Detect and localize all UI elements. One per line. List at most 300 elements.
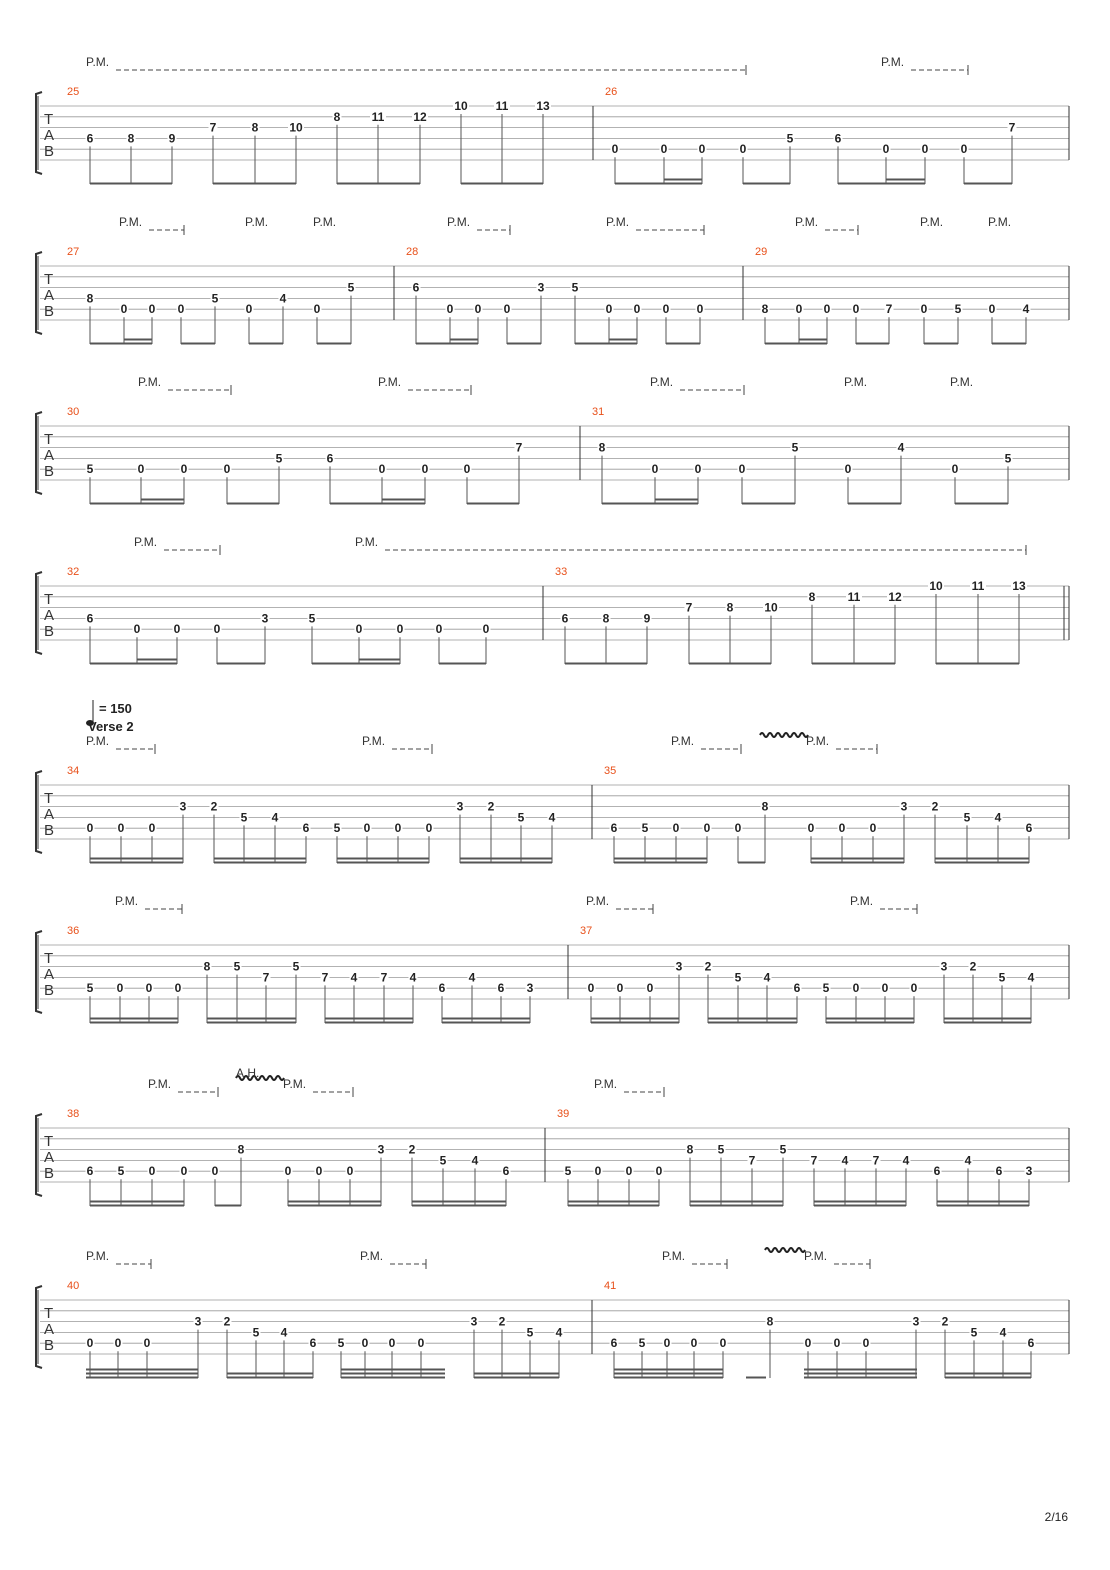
fret-number: 0 — [482, 622, 490, 637]
fret-number: 0 — [852, 302, 860, 317]
fret-number: 7 — [380, 970, 388, 985]
palm-mute-label: P.M. — [355, 535, 379, 549]
fret-number: 2 — [223, 1314, 231, 1329]
note-beam — [826, 1018, 914, 1020]
note-beam — [799, 343, 827, 345]
fret-number: 7 — [872, 1153, 880, 1168]
note-beam — [181, 343, 215, 345]
fret-number: 0 — [694, 462, 702, 477]
fret-number: 8 — [86, 291, 94, 306]
note-beam — [568, 1205, 659, 1207]
palm-mute-label: P.M. — [86, 55, 110, 69]
artificial-harmonic-label: A.H. — [236, 1066, 260, 1080]
fret-number: 0 — [951, 462, 959, 477]
system-4 — [36, 535, 1069, 665]
note-beam — [341, 1373, 445, 1375]
fret-number: 11 — [495, 99, 509, 113]
fret-number: 0 — [355, 622, 363, 637]
palm-mute-label: P.M. — [86, 1249, 110, 1263]
fret-number: 6 — [995, 1164, 1003, 1179]
note-beam — [591, 1018, 679, 1020]
system-6 — [36, 894, 1069, 1024]
palm-mute-label: P.M. — [283, 1077, 307, 1091]
fret-number: 5 — [717, 1142, 725, 1157]
fret-number: 0 — [605, 302, 613, 317]
measure-number: 32 — [67, 566, 80, 578]
fret-number: 0 — [921, 142, 929, 157]
palm-mute-label: P.M. — [804, 1249, 828, 1263]
fret-number: 4 — [897, 440, 905, 455]
palm-mute-label: P.M. — [806, 734, 830, 748]
note-beam — [614, 1377, 723, 1379]
fret-number: 6 — [610, 821, 618, 836]
note-beam — [137, 663, 177, 665]
fret-number: 0 — [173, 622, 181, 637]
note-beam — [746, 1377, 766, 1379]
fret-number: 13 — [536, 99, 550, 113]
note-beam — [359, 663, 400, 665]
fret-number: 6 — [309, 1336, 317, 1351]
fret-number: 0 — [446, 302, 454, 317]
tab-clef-b: B — [44, 143, 55, 160]
measure-number: 40 — [67, 1280, 80, 1292]
measure-number: 30 — [67, 406, 80, 418]
fret-number: 0 — [417, 1336, 425, 1351]
fret-number: 0 — [114, 1336, 122, 1351]
fret-number: 4 — [763, 970, 771, 985]
note-beam — [382, 499, 425, 501]
note-beam — [743, 183, 790, 185]
fret-number: 5 — [240, 810, 248, 825]
note-beam — [460, 862, 552, 864]
tab-clef-t: T — [44, 1133, 54, 1150]
section-label: Verse 2 — [88, 719, 134, 734]
fret-number: 5 — [337, 1336, 345, 1351]
fret-number: 5 — [211, 291, 219, 306]
fret-number: 0 — [703, 821, 711, 836]
measure-number: 25 — [67, 86, 80, 98]
fret-number: 10 — [764, 600, 778, 615]
fret-number: 0 — [315, 1164, 323, 1179]
fret-number: 0 — [696, 302, 704, 317]
fret-number: 4 — [994, 810, 1002, 825]
system-7 — [36, 1066, 1069, 1207]
fret-number: 2 — [210, 799, 218, 814]
measure-number: 27 — [67, 246, 80, 258]
fret-number: 4 — [902, 1153, 910, 1168]
fret-number: 5 — [292, 959, 300, 974]
note-beam — [708, 1018, 797, 1020]
fret-number: 0 — [117, 821, 125, 836]
fret-number: 3 — [526, 981, 534, 996]
measure-number: 29 — [755, 246, 768, 258]
fret-number: 0 — [663, 1336, 671, 1351]
fret-number: 6 — [1025, 821, 1033, 836]
note-beam — [90, 183, 172, 185]
note-beam — [337, 858, 429, 860]
fret-number: 5 — [998, 970, 1006, 985]
palm-mute-label: P.M. — [138, 375, 162, 389]
note-beam — [317, 343, 351, 345]
fret-number: 0 — [869, 821, 877, 836]
fret-number: 5 — [822, 981, 830, 996]
system-bracket — [36, 412, 42, 494]
fret-number: 5 — [275, 451, 283, 466]
fret-number: 3 — [675, 959, 683, 974]
tab-clef-t: T — [44, 111, 54, 128]
palm-mute-label: P.M. — [650, 375, 674, 389]
fret-number: 0 — [881, 981, 889, 996]
note-beam — [945, 1373, 1031, 1375]
fret-number: 0 — [844, 462, 852, 477]
tab-clef-b: B — [44, 822, 55, 839]
fret-number: 7 — [685, 600, 693, 615]
fret-number: 2 — [408, 1142, 416, 1157]
fret-number: 4 — [271, 810, 279, 825]
fret-number: 11 — [847, 589, 861, 604]
fret-number: 0 — [174, 981, 182, 996]
fret-number: 0 — [396, 622, 404, 637]
tab-clef-a: A — [44, 806, 55, 823]
fret-number: 13 — [1012, 579, 1026, 593]
note-beam — [944, 1022, 1031, 1024]
note-beam — [655, 503, 698, 505]
fret-number: 5 — [571, 280, 579, 295]
palm-mute-label: P.M. — [662, 1249, 686, 1263]
fret-number: 0 — [862, 1336, 870, 1351]
system-bracket — [36, 1114, 42, 1196]
fret-number: 7 — [885, 302, 893, 317]
note-beam — [460, 858, 552, 860]
palm-mute-label: P.M. — [360, 1249, 384, 1263]
note-beam — [936, 663, 1019, 665]
note-beam — [341, 1377, 445, 1379]
note-beam — [666, 343, 700, 345]
note-beam — [814, 1205, 906, 1207]
fret-number: 6 — [302, 821, 310, 836]
note-beam — [811, 858, 904, 860]
fret-number: 0 — [882, 142, 890, 157]
fret-number: 0 — [245, 302, 253, 317]
note-beam — [614, 1373, 723, 1375]
fret-number: 0 — [734, 821, 742, 836]
system-8 — [36, 1248, 1069, 1379]
fret-number: 0 — [698, 142, 706, 157]
measure-number: 37 — [580, 925, 593, 937]
fret-number: 5 — [791, 440, 799, 455]
measure-number: 28 — [406, 246, 419, 258]
fret-number: 0 — [116, 981, 124, 996]
fret-number: 5 — [333, 821, 341, 836]
note-beam — [804, 1369, 917, 1371]
fret-number: 0 — [651, 462, 659, 477]
note-beam — [90, 862, 183, 864]
fret-number: 0 — [838, 821, 846, 836]
note-beam — [568, 1201, 659, 1203]
fret-number: 0 — [719, 1336, 727, 1351]
fret-number: 0 — [587, 981, 595, 996]
system-bracket — [36, 1286, 42, 1368]
fret-number: 0 — [655, 1164, 663, 1179]
note-beam — [609, 343, 637, 345]
fret-number: 10 — [454, 99, 468, 113]
note-beam — [738, 862, 765, 864]
note-beam — [565, 663, 647, 665]
fret-number: 0 — [313, 302, 321, 317]
fret-number: 0 — [284, 1164, 292, 1179]
note-beam — [826, 1022, 914, 1024]
fret-number: 0 — [920, 302, 928, 317]
fret-number: 5 — [439, 1153, 447, 1168]
system-bracket — [36, 931, 42, 1013]
fret-number: 5 — [638, 1336, 646, 1351]
fret-number: 8 — [333, 109, 341, 124]
fret-number: 9 — [168, 131, 176, 146]
fret-number: 0 — [211, 1164, 219, 1179]
fret-number: 0 — [660, 142, 668, 157]
fret-number: 8 — [127, 131, 135, 146]
fret-number: 11 — [971, 579, 985, 593]
fret-number: 6 — [412, 280, 420, 295]
fret-number: 0 — [616, 981, 624, 996]
fret-number: 4 — [1022, 302, 1030, 317]
fret-number: 0 — [388, 1336, 396, 1351]
note-beam — [614, 858, 707, 860]
system-bracket — [36, 572, 42, 654]
note-beam — [804, 1373, 917, 1375]
note-beam — [937, 1205, 1029, 1207]
note-beam — [450, 339, 478, 341]
tab-clef-a: A — [44, 607, 55, 624]
fret-number: 0 — [625, 1164, 633, 1179]
tab-clef-a: A — [44, 447, 55, 464]
fret-number: 6 — [610, 1336, 618, 1351]
palm-mute-label: P.M. — [844, 375, 868, 389]
fret-number: 0 — [823, 302, 831, 317]
palm-mute-label: P.M. — [245, 215, 269, 229]
fret-number: 0 — [425, 821, 433, 836]
note-beam — [90, 1201, 184, 1203]
fret-number: 4 — [280, 1325, 288, 1340]
note-beam — [288, 1201, 381, 1203]
note-beam — [461, 183, 543, 185]
note-beam — [507, 343, 541, 345]
palm-mute-label: P.M. — [881, 55, 905, 69]
fret-number: 0 — [394, 821, 402, 836]
fret-number: 8 — [686, 1142, 694, 1157]
fret-number: 4 — [1027, 970, 1035, 985]
note-beam — [474, 1377, 559, 1379]
palm-mute-label: P.M. — [594, 1077, 618, 1091]
note-beam — [614, 1369, 723, 1371]
note-beam — [337, 183, 420, 185]
note-beam — [467, 503, 519, 505]
note-beam — [886, 179, 925, 181]
note-beam — [442, 1018, 530, 1020]
palm-mute-label: P.M. — [119, 215, 143, 229]
fret-number: 0 — [177, 302, 185, 317]
fret-number: 5 — [564, 1164, 572, 1179]
fret-number: 7 — [209, 120, 217, 135]
measure-number: 41 — [604, 1280, 617, 1292]
fret-number: 8 — [203, 959, 211, 974]
note-beam — [439, 663, 486, 665]
fret-number: 0 — [594, 1164, 602, 1179]
note-beam — [924, 343, 958, 345]
fret-number: 0 — [145, 981, 153, 996]
note-beam — [325, 1022, 413, 1024]
system-bracket — [36, 252, 42, 334]
fret-number: 8 — [251, 120, 259, 135]
fret-number: 8 — [766, 1314, 774, 1329]
note-beam — [124, 343, 152, 345]
note-beam — [689, 663, 771, 665]
fret-number: 5 — [117, 1164, 125, 1179]
fret-number: 6 — [502, 1164, 510, 1179]
system-5 — [36, 733, 1069, 864]
measure-number: 26 — [605, 86, 618, 98]
fret-number: 0 — [143, 1336, 151, 1351]
fret-number: 3 — [1025, 1164, 1033, 1179]
fret-number: 0 — [86, 821, 94, 836]
system-bracket — [36, 92, 42, 174]
note-beam — [288, 1205, 381, 1207]
note-beam — [690, 1201, 783, 1203]
palm-mute-label: P.M. — [447, 215, 471, 229]
fret-number: 3 — [470, 1314, 478, 1329]
system-1 — [36, 55, 1069, 185]
note-beam — [799, 339, 827, 341]
fret-number: 6 — [1027, 1336, 1035, 1351]
tab-clef-a: A — [44, 127, 55, 144]
fret-number: 4 — [548, 810, 556, 825]
fret-number: 0 — [633, 302, 641, 317]
note-beam — [664, 179, 702, 181]
palm-mute-label: P.M. — [950, 375, 974, 389]
fret-number: 5 — [963, 810, 971, 825]
note-beam — [207, 1022, 296, 1024]
fret-number: 6 — [561, 611, 569, 626]
palm-mute-label: P.M. — [378, 375, 402, 389]
fret-number: 0 — [739, 142, 747, 157]
fret-number: 5 — [86, 462, 94, 477]
vibrato-mark — [760, 733, 808, 737]
palm-mute-label: P.M. — [148, 1077, 172, 1091]
note-beam — [935, 862, 1029, 864]
fret-number: 0 — [960, 142, 968, 157]
note-beam — [886, 183, 925, 185]
fret-number: 0 — [361, 1336, 369, 1351]
fret-number: 5 — [347, 280, 355, 295]
fret-number: 6 — [933, 1164, 941, 1179]
fret-number: 8 — [602, 611, 610, 626]
tab-clef-b: B — [44, 623, 55, 640]
palm-mute-label: P.M. — [795, 215, 819, 229]
fret-number: 0 — [133, 622, 141, 637]
palm-mute-label: P.M. — [313, 215, 337, 229]
tab-clef-a: A — [44, 1321, 55, 1338]
note-beam — [812, 663, 895, 665]
tab-clef-t: T — [44, 591, 54, 608]
fret-number: 5 — [954, 302, 962, 317]
measure-number: 34 — [67, 765, 80, 777]
fret-number: 0 — [795, 302, 803, 317]
tab-clef-t: T — [44, 790, 54, 807]
fret-number: 4 — [964, 1153, 972, 1168]
page-number: 2/16 — [1044, 1510, 1068, 1524]
fret-number: 11 — [371, 109, 385, 124]
fret-number: 3 — [900, 799, 908, 814]
fret-number: 5 — [526, 1325, 534, 1340]
fret-number: 12 — [413, 109, 427, 124]
fret-number: 7 — [810, 1153, 818, 1168]
fret-number: 6 — [86, 1164, 94, 1179]
fret-number: 0 — [738, 462, 746, 477]
fret-number: 0 — [421, 462, 429, 477]
note-beam — [450, 343, 478, 345]
palm-mute-label: P.M. — [362, 734, 386, 748]
fret-number: 0 — [86, 1336, 94, 1351]
system-3 — [36, 375, 1069, 505]
fret-number: 0 — [213, 622, 221, 637]
fret-number: 3 — [537, 280, 545, 295]
fret-number: 6 — [438, 981, 446, 996]
fret-number: 5 — [233, 959, 241, 974]
measure-number: 31 — [592, 406, 605, 418]
fret-number: 5 — [970, 1325, 978, 1340]
fret-number: 0 — [690, 1336, 698, 1351]
note-beam — [227, 1377, 313, 1379]
fret-number: 4 — [555, 1325, 563, 1340]
fret-number: 5 — [308, 611, 316, 626]
note-beam — [811, 862, 904, 864]
note-beam — [945, 1377, 1031, 1379]
note-beam — [955, 503, 1008, 505]
fret-number: 3 — [456, 799, 464, 814]
fret-number: 5 — [779, 1142, 787, 1157]
note-beam — [217, 663, 265, 665]
fret-number: 4 — [999, 1325, 1007, 1340]
note-beam — [214, 858, 306, 860]
tab-clef-t: T — [44, 431, 54, 448]
fret-number: 7 — [515, 440, 523, 455]
fret-number: 4 — [841, 1153, 849, 1168]
note-beam — [848, 503, 901, 505]
fret-number: 0 — [180, 462, 188, 477]
note-beam — [249, 343, 283, 345]
palm-mute-label: P.M. — [606, 215, 630, 229]
note-beam — [474, 1373, 559, 1375]
vibrato-mark — [765, 1248, 805, 1252]
fret-number: 0 — [148, 821, 156, 836]
note-beam — [213, 183, 296, 185]
measure-number: 38 — [67, 1108, 80, 1120]
fret-number: 5 — [641, 821, 649, 836]
palm-mute-label: P.M. — [850, 894, 874, 908]
palm-mute-label: P.M. — [671, 734, 695, 748]
note-beam — [591, 1022, 679, 1024]
note-beam — [412, 1205, 506, 1207]
note-beam — [90, 1018, 178, 1020]
fret-number: 0 — [611, 142, 619, 157]
fret-number: 3 — [377, 1142, 385, 1157]
note-beam — [655, 499, 698, 501]
system-2 — [36, 215, 1069, 345]
fret-number: 6 — [793, 981, 801, 996]
measure-number: 35 — [604, 765, 617, 777]
note-beam — [90, 1205, 184, 1207]
fret-number: 5 — [786, 131, 794, 146]
